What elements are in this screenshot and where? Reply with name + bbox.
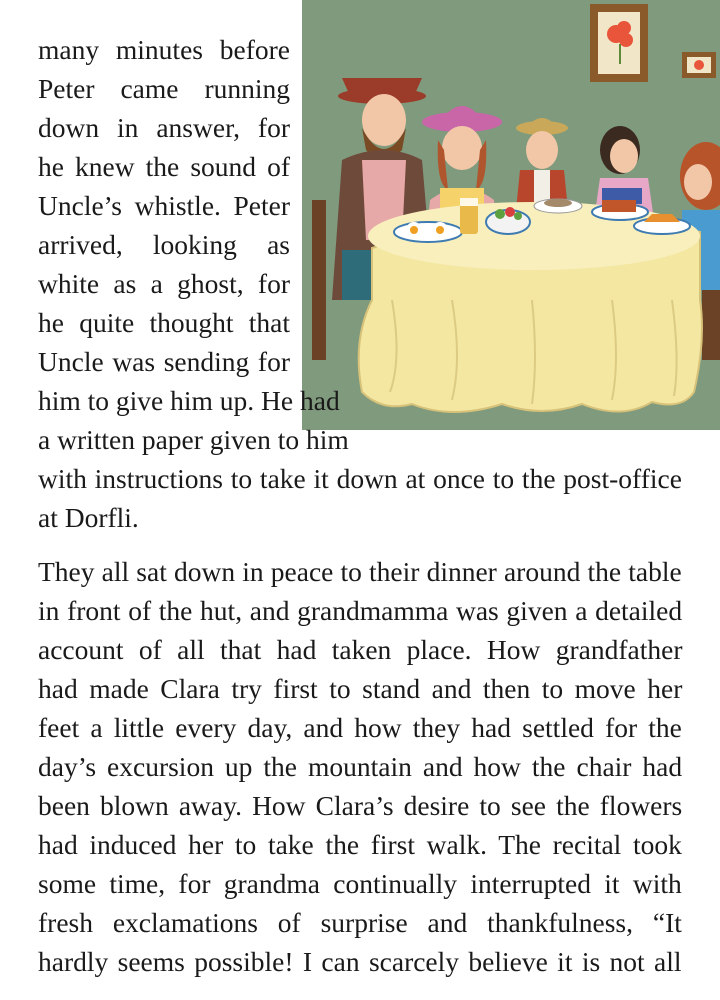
text-line: day’s excursion up the mountain and how the chair had bbox=[38, 751, 683, 782]
text-line: in front of the hut, and grandmamma was given a detailed bbox=[38, 595, 683, 626]
text-line: down in answer, for bbox=[38, 112, 290, 143]
text-line: feet a little every day, and how they had settled for the bbox=[38, 712, 682, 743]
text-line: him to give him up. He had bbox=[38, 385, 340, 416]
text-line: Uncle’s whistle. Peter bbox=[38, 190, 290, 221]
text-line: had made Clara try first to stand and then to move her bbox=[38, 673, 683, 704]
family-dinner-illustration bbox=[302, 0, 720, 430]
text-line: been blown away. How Clara’s desire to see the flowers bbox=[38, 790, 683, 821]
text-line: some time, for grandma continually interrupted it with bbox=[38, 868, 682, 899]
text-line: arrived, looking as bbox=[38, 229, 290, 260]
text-line: Peter came running bbox=[38, 73, 290, 104]
text-line: had induced her to take the first walk. The recital took bbox=[38, 829, 682, 860]
text-line: They all sat down in peace to their dinner around the table bbox=[38, 556, 682, 587]
text-line: Uncle was sending for bbox=[38, 346, 290, 377]
text-line: fresh exclamations of surprise and thankfulness, “It bbox=[38, 907, 682, 938]
text-line: with instructions to take it down at once to the post-office bbox=[38, 463, 682, 494]
text-line: account of all that had taken place. How grandfather bbox=[38, 634, 683, 665]
text-line: he quite thought that bbox=[38, 307, 290, 338]
text-line: a written paper given to him bbox=[38, 424, 349, 455]
text-line: at Dorfli. bbox=[38, 502, 139, 533]
text-line: many minutes before bbox=[38, 34, 290, 65]
text-line: hardly seems possible! I can scarcely believe it is not all bbox=[38, 946, 682, 977]
text-line: he knew the sound of bbox=[38, 151, 290, 182]
text-line: white as a ghost, for bbox=[38, 268, 290, 299]
